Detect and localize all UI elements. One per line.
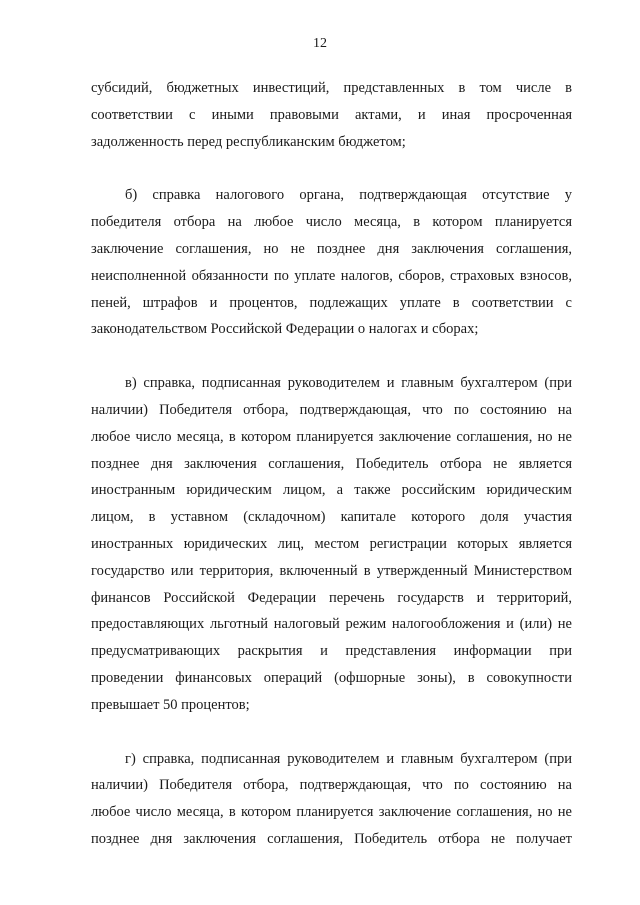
page-number: 12 [313,36,327,51]
text-line: государство или территория, включенный в утвержденный Министерством [91,562,572,579]
text-line: субсидий, бюджетных инвестиций, представленных в том числе в [91,80,572,96]
text-line: в) справка, подписанная руководителем и главным бухгалтером (при [125,375,572,392]
paragraph-gap [91,155,572,182]
text-line: позднее дня заключения соглашения, Победитель отбора не является [91,455,572,472]
text-line: заключение соглашения, но не позднее дня заключения соглашения, [91,240,572,257]
text-line: иностранным юридическим лицом, а также российским юридическим [91,482,572,499]
text-line: позднее дня заключения соглашения, Победитель отбора не получает [91,830,572,847]
text-line: проведении финансовых операций (офшорные зоны), в совокупности [91,669,572,686]
text-line: пеней, штрафов и процентов, подлежащих уплате в соответствии с [91,294,572,311]
text-line: превышает 50 процентов; [91,696,250,713]
text-line: иностранных юридических лиц, местом регистрации которых является [91,535,572,552]
paragraph-item-g [91,746,572,853]
paragraph-continuation [91,75,572,155]
text-line: лицом, в уставном (складочном) капитале которого доля участия [91,509,572,526]
text-line: задолженность перед республиканским бюджетом; [91,133,406,150]
text-line: любое число месяца, в котором планируется заключение соглашения, но не [91,804,572,821]
text-line: соответствии с иными правовыми актами, и иная просроченная [91,106,572,123]
text-line: победителя отбора на любое число месяца, в котором планируется [91,214,572,231]
text-line: неисполненной обязанности по уплате налогов, сборов, страховых взносов, [91,267,572,284]
paragraph-gap [91,343,572,370]
text-line: предоставляющих льготный налоговый режим налогообложения и (или) не [91,616,572,633]
text-line: предусматривающих раскрытия и представления информации при [91,643,572,660]
text-line: законодательством Российской Федерации о налогах и сборах; [91,321,479,338]
text-line: наличии) Победителя отбора, подтверждающая, что по состоянию на [91,777,572,794]
paragraph-gap [91,719,572,746]
text-line: б) справка налогового органа, подтверждающая отсутствие у [125,187,572,204]
text-line: любое число месяца, в котором планируется заключение соглашения, но не [91,428,572,445]
paragraph-item-b [91,182,572,343]
text-line: г) справка, подписанная руководителем и главным бухгалтером (при [125,750,572,767]
document-body [91,75,572,853]
paragraph-item-v [91,370,572,718]
text-line: финансов Российской Федерации перечень государств и территорий, [91,589,572,606]
text-line: наличии) Победителя отбора, подтверждающая, что по состоянию на [91,401,572,418]
